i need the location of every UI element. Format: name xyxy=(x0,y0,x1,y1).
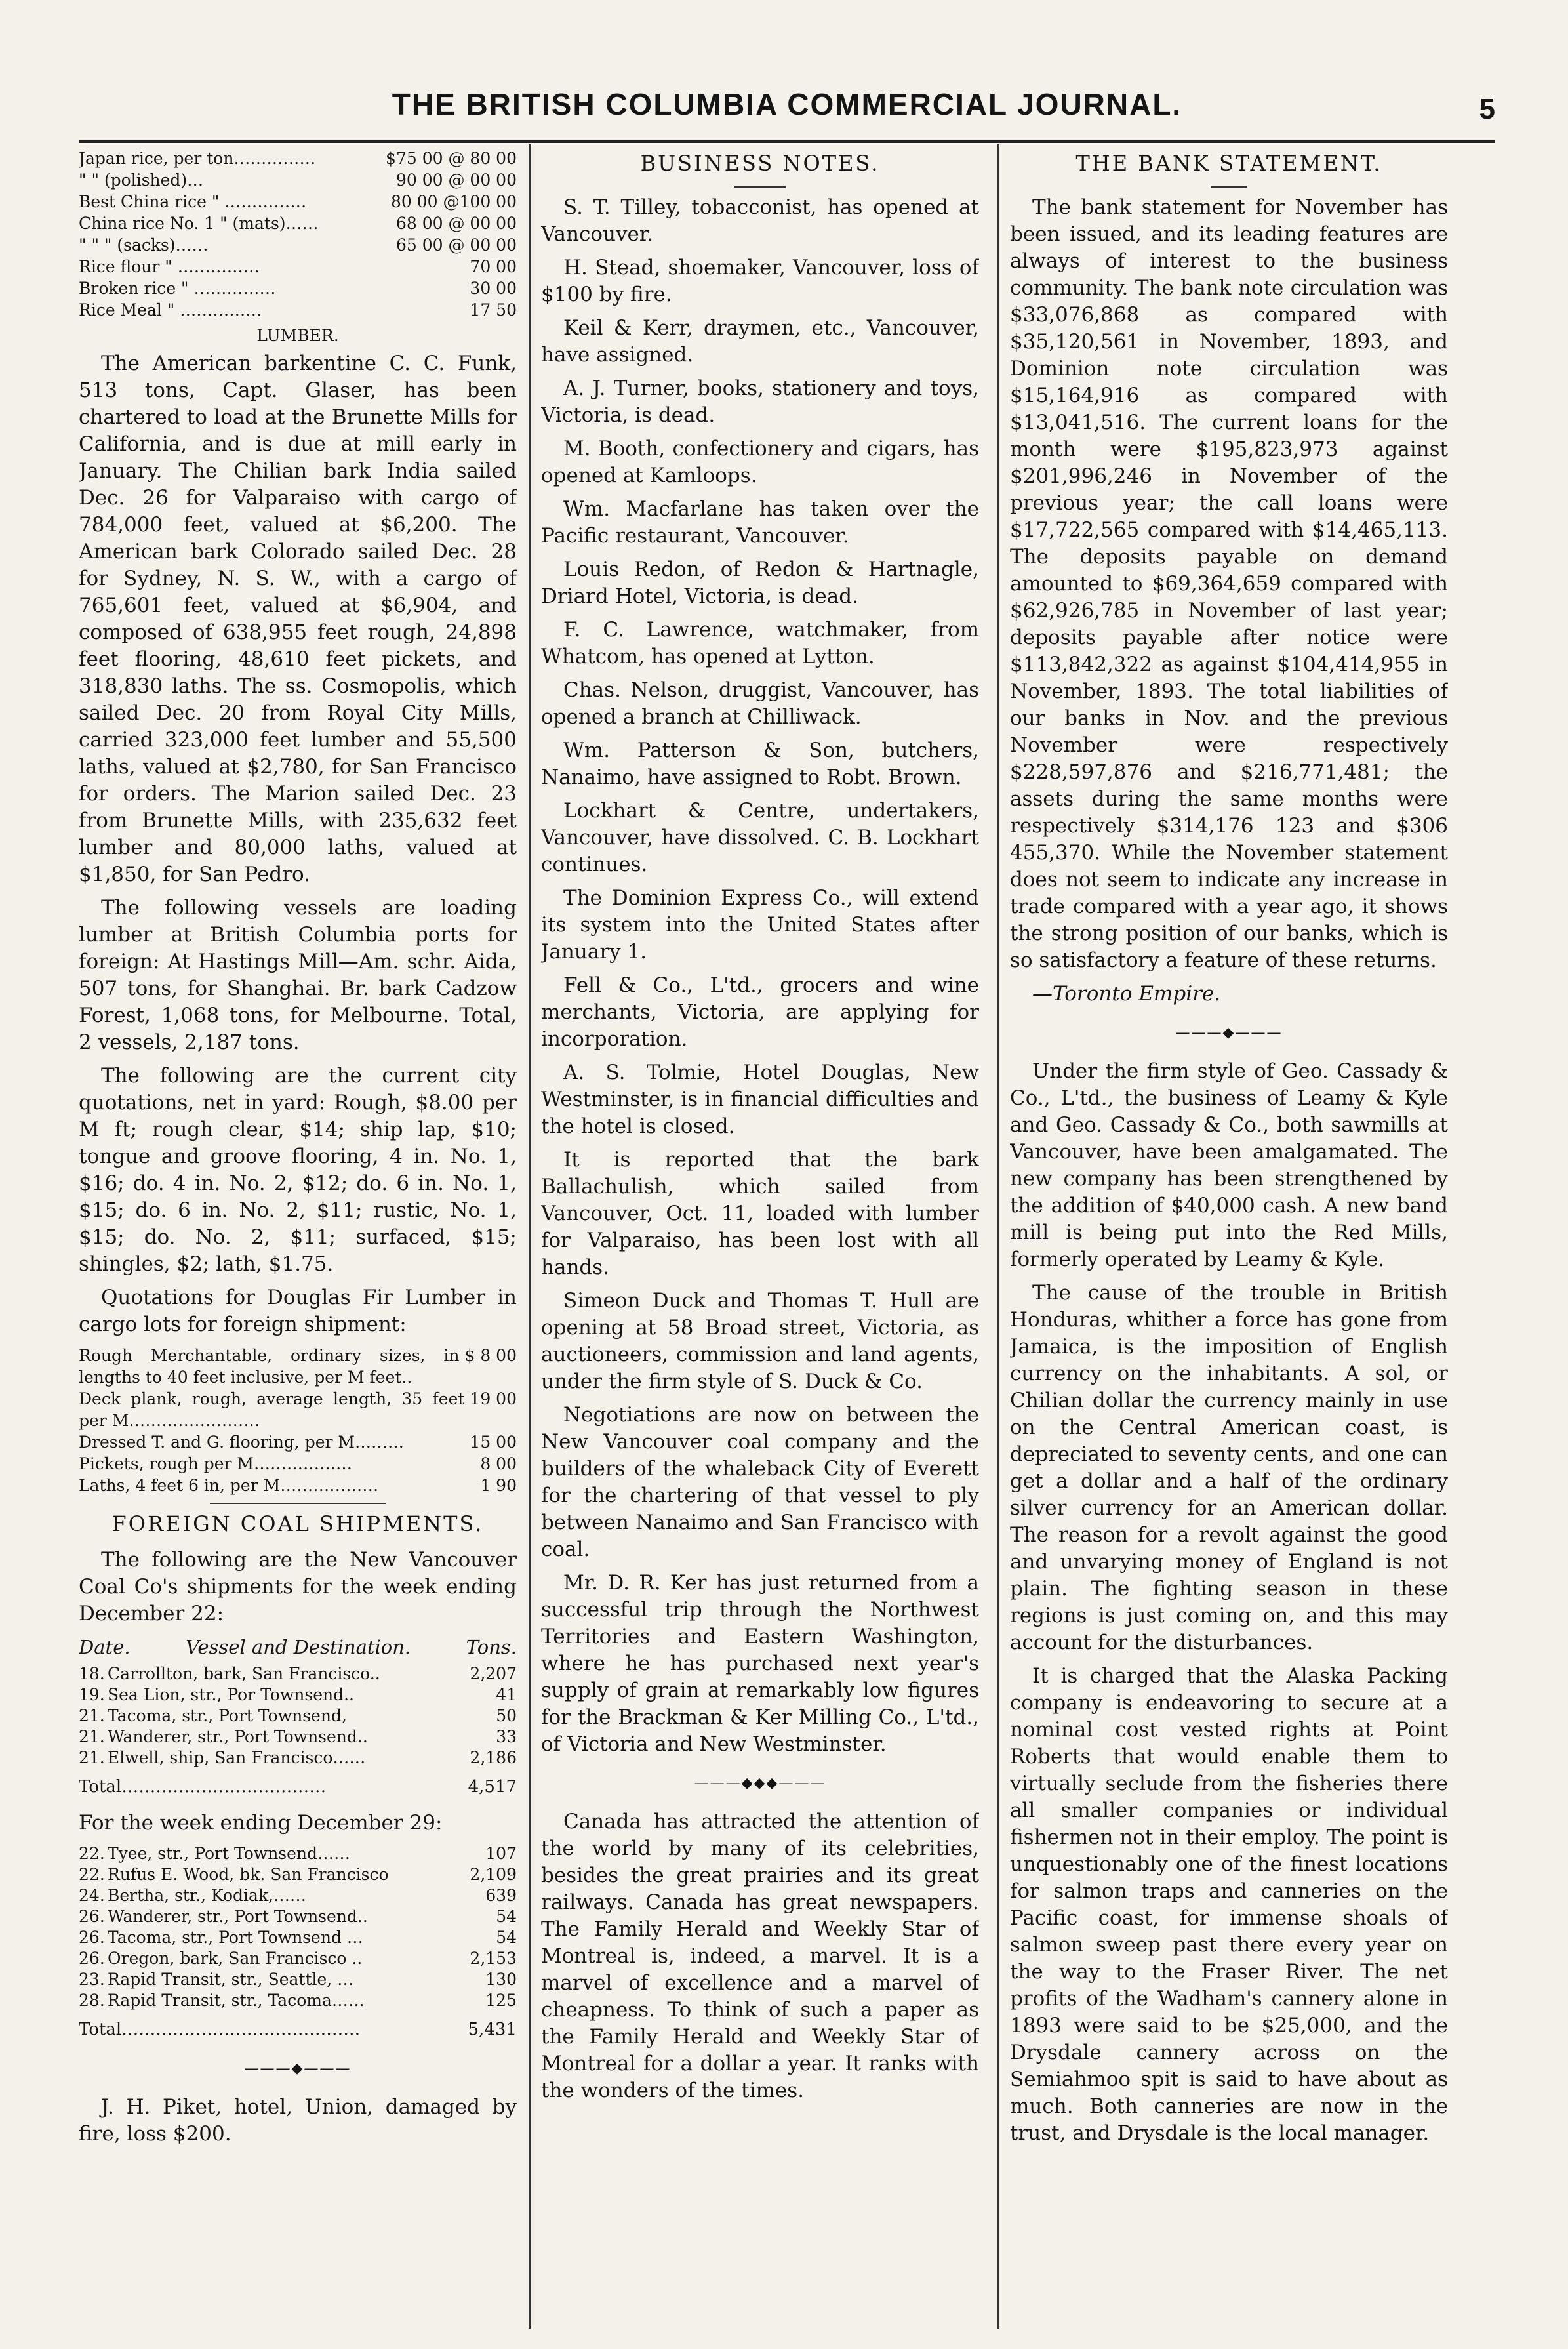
business-note: It is reported that the bark Ballachulish, which sailed from Vancouver, Oct. 11, loaded with lumber for Valparaiso, has been lost with all hands. xyxy=(541,1148,979,1279)
news-paragraph: It is charged that the Alaska Packing company is endeavoring to secure at a nominal cost vested rights at Point Roberts that would enable them to virtually seclude from the fisheries there all smaller companies or individual fishermen not in their employ. The point is unquestionably one of the finest locations for salmon traps and canneries on the Pacific coast, for immense shoals of salmon sweep past there every year on the way to the Fraser River. The net profits of the Wadham's cannery alone in 1893 were said to be $25,000, and the Drysdale cannery across on the Semiahmoo spit is said to have about as much. Both canneries are now in the trust, and Drysdale is the local manager. xyxy=(1010,1664,1448,2145)
table-row: 26. Tacoma, str., Port Townsend … 54 xyxy=(79,1928,517,1947)
bank-source: —Toronto Empire. xyxy=(1032,982,1221,1006)
business-notes-heading: BUSINESS NOTES. xyxy=(640,151,880,176)
coal-intro: The following are the New Vancouver Coal Co's shipments for the week ending December 22: xyxy=(79,1548,517,1625)
bank-paragraph: The bank statement for November has been issued, and its leading features are always of interest to the business community. The bank note circulation was $33,076,868 as compared with $35,120,561 in November, 1893, and Dominion note circulation was $15,164,916 as compared with $13,041,516. The current loans for the month were $195,823,973 against $201,996,246 in November of the previous year; the call loans were $17,722,565 compared with $14,465,113. The deposits payable on demand amounted to $69,364,659 compared with $62,926,785 in November of last year; deposits payable after notice were $113,842,322 as against $104,414,955 in November, 1893. The total liabilities of our banks in Nov. and the previous November were respectively $228,597,876 and $216,771,481; the assets during the same months were respectively $314,176 123 and $306 455,370. While the November statement does not seem to indicate any increase in trade compared with a year ago, it shows the strong position of our banks, which is so satisfactory a feature of these returns. xyxy=(1010,195,1448,972)
business-note: Wm. Macfarlane has taken over the Pacific restaurant, Vancouver. xyxy=(541,497,979,548)
business-note: Negotiations are now on between the New Vancouver coal company and the builders of the whaleback City of Everett for the chartering of that vessel to ply between Nanaimo and San Francisco with coal. xyxy=(541,1403,979,1561)
price-row: Deck plank, rough, average length, 35 feet per M…………………… 19 00 xyxy=(79,1389,517,1430)
page-number: 5 xyxy=(1479,93,1495,125)
lumber-paragraph: The following are the current city quotations, net in yard: Rough, $8.00 per M ft; rough clear, $14; ship lap, $10; tongue and groove flooring, 4 in. No. 1, $16; do. 4 in. No. 2, $12; do. 6 in. No. 1, $15; do. 6 in. No. 2, $11; rustic, No. 1, $15; do. No. 2, $11; surfaced, $15; shingles, $2; lath, $1.75. xyxy=(79,1064,517,1276)
column-3 xyxy=(1010,148,1448,2325)
coal-week2-table xyxy=(79,1843,517,2011)
price-row: " " " (sacks)…… 65 00 @ 00 00 xyxy=(79,235,517,255)
business-note: Louis Redon, of Redon & Hartnagle, Driard Hotel, Victoria, is dead. xyxy=(541,558,979,608)
price-row: Rice Meal " …………… 17 50 xyxy=(79,300,517,319)
coal-week1-table xyxy=(79,1664,517,1768)
news-paragraph: The cause of the trouble in British Honduras, whither a force has gone from Jamaica, is the imposition of English currency on the inhabitants. A sol, or Chilian dollar the currency mainly in use on the Central American coast, is depreciated to seventy cents, and one can get a dollar and a half of the ordinary silver currency for an American dollar. The reason for a revolt against the good and unvarying money of England is not plain. The fighting season in these regions is just coming on, and this may account for the disturbances. xyxy=(1010,1281,1448,1654)
column-divider xyxy=(529,144,531,2329)
coal-week2-total: Total…………………………………… 5,431 xyxy=(79,2020,517,2039)
rice-price-table xyxy=(79,148,517,321)
ornament-divider: ———◆——— xyxy=(244,2060,352,2077)
business-note: S. T. Tilley, tobacconist, has opened at Vancouver. xyxy=(541,195,979,246)
column-2 xyxy=(541,148,979,2325)
masthead-rule xyxy=(79,140,1495,143)
business-note: Mr. D. R. Ker has just returned from a successful trip through the Northwest Territories and Eastern Washington, where he has purchased next year's supply of grain at remarkably low figures for the Brackman & Ker Milling Co., L'td., of Victoria and New Westminster. xyxy=(541,1571,979,1756)
section-rule xyxy=(210,1503,385,1504)
news-item: J. H. Piket, hotel, Union, damaged by fire, loss $200. xyxy=(79,2095,517,2146)
price-row: Best China rice " …………… 80 00 @100 00 xyxy=(79,192,517,211)
masthead xyxy=(79,79,1495,138)
business-note: A. J. Turner, books, stationery and toys, Victoria, is dead. xyxy=(541,377,979,427)
price-row: Broken rice " …………… 30 00 xyxy=(79,279,517,298)
table-row: 18. Carrollton, bark, San Francisco.. 2,207 xyxy=(79,1664,517,1683)
lumber-heading: LUMBER. xyxy=(256,326,339,345)
heading-rule xyxy=(734,186,786,188)
ornament-divider: ———◆◆◆——— xyxy=(694,1775,826,1791)
coal-heading: FOREIGN COAL SHIPMENTS. xyxy=(111,1511,484,1536)
table-row: 21. Elwell, ship, San Francisco…… 2,186 xyxy=(79,1748,517,1767)
price-row: Pickets, rough per M……………… 8 00 xyxy=(79,1454,517,1473)
ornament-divider: ———◆——— xyxy=(1175,1025,1283,1041)
price-row: China rice No. 1 " (mats)…… 68 00 @ 00 00 xyxy=(79,214,517,233)
table-row: 22. Rufus E. Wood, bk. San Francisco 2,109 xyxy=(79,1865,517,1884)
business-note: Chas. Nelson, druggist, Vancouver, has opened a branch at Chilliwack. xyxy=(541,678,979,729)
price-row: Japan rice, per ton…………… $75 00 @ 80 00 xyxy=(79,149,517,168)
table-row: 26. Oregon, bark, San Francisco .. 2,153 xyxy=(79,1949,517,1968)
business-note: Keil & Kerr, draymen, etc., Vancouver, have assigned. xyxy=(541,316,979,367)
lumber-paragraph: The American barkentine C. C. Funk, 513 tons, Capt. Glaser, has been chartered to load at the Brunette Mills for California, and is due at mill early in January. The Chilian bark India sailed Dec. 26 for Valparaiso with cargo of 784,000 feet, valued at $6,200. The American bark Colorado sailed Dec. 28 for Sydney, N. S. W., with a cargo of 765,601 feet, valued at $6,904, and composed of 638,955 feet rough, 24,898 feet flooring, 48,610 feet pickets, and 318,830 laths. The ss. Cosmopolis, which sailed Dec. 20 from Royal City Mills, carried 323,000 feet lumber and 55,500 laths, valued at $2,780, for San Francisco for orders. The Marion sailed Dec. 23 from Brunette Mills, with 235,632 feet lumber and 80,000 laths, valued at $1,850, for San Pedro. xyxy=(79,352,517,886)
price-row: Rice flour " …………… 70 00 xyxy=(79,257,517,276)
business-note: M. Booth, confectionery and cigars, has opened at Kamloops. xyxy=(541,437,979,487)
table-row: 24. Bertha, str., Kodiak,…… 639 xyxy=(79,1886,517,1905)
price-row: Dressed T. and G. flooring, per M……… 15 00 xyxy=(79,1433,517,1452)
lumber-paragraph: Quotations for Douglas Fir Lumber in cargo lots for foreign shipment: xyxy=(79,1286,517,1336)
business-note: H. Stead, shoemaker, Vancouver, loss of $100 by fire. xyxy=(541,256,979,306)
coal-week1-total: Total……………………………… 4,517 xyxy=(79,1777,517,1797)
fir-price-table xyxy=(79,1345,517,1496)
business-note: Wm. Patterson & Son, butchers, Nanaimo, have assigned to Robt. Brown. xyxy=(541,739,979,789)
table-row: 19. Sea Lion, str., Por Townsend.. 41 xyxy=(79,1685,517,1704)
lumber-paragraph: The following vessels are loading lumber at British Columbia ports for foreign: At Hastings Mill—Am. schr. Aida, 507 tons, for Shanghai. Br. bark Cadzow Forest, 1,068 tons, for Melbourne. Total, 2 vessels, 2,187 tons. xyxy=(79,896,517,1054)
table-row: 28. Rapid Transit, str., Tacoma…… 125 xyxy=(79,1991,517,2010)
business-note: A. S. Tolmie, Hotel Douglas, New Westminster, is in financial difficulties and the hotel is closed. xyxy=(541,1061,979,1138)
table-row: 21. Wanderer, str., Port Townsend.. 33 xyxy=(79,1727,517,1746)
journal-title: THE BRITISH COLUMBIA COMMERCIAL JOURNAL. xyxy=(392,87,1182,121)
business-note: The Dominion Express Co., will extend its system into the United States after January 1. xyxy=(541,886,979,964)
price-row: " " (polished)… 90 00 @ 00 00 xyxy=(79,171,517,190)
table-row: 21. Tacoma, str., Port Townsend, 50 xyxy=(79,1706,517,1725)
bank-statement-heading: THE BANK STATEMENT. xyxy=(1075,151,1382,176)
business-note: Fell & Co., L'td., grocers and wine merchants, Victoria, are applying for incorporation. xyxy=(541,973,979,1051)
business-note: F. C. Lawrence, watchmaker, from Whatcom, has opened at Lytton. xyxy=(541,618,979,668)
heading-rule xyxy=(1211,186,1246,188)
price-row: Laths, 4 feet 6 in, per M……………… 1 90 xyxy=(79,1476,517,1495)
canada-paragraph: Canada has attracted the attention of the world by many of its celebrities, besides the great prairies and its great railways. Canada has great newspapers. The Family Herald and Weekly Star of Montreal is, indeed, a marvel. It is a marvel of excellence and a marvel of cheapness. To think of such a paper as the Family Herald and Weekly Star of Montreal for a dollar a year. It ranks with the wonders of the times. xyxy=(541,1810,979,2102)
table-row: 26. Wanderer, str., Port Townsend.. 54 xyxy=(79,1907,517,1926)
column-divider xyxy=(997,144,999,2329)
coal-week2-intro: For the week ending December 29: xyxy=(79,1811,443,1835)
business-note: Lockhart & Centre, undertakers, Vancouver, have dissolved. C. B. Lockhart continues. xyxy=(541,799,979,876)
coal-table-header: Date. Vessel and Destination. Tons. xyxy=(79,1636,517,1658)
column-1 xyxy=(79,148,517,2325)
news-paragraph: Under the firm style of Geo. Cassady & Co., L'td., the business of Leamy & Kyle and Geo. Cassady & Co., both sawmills at Vancouver, have been amalgamated. The new company has been strengthened by the addition of $40,000 cash. A new band mill is being put into the Red Mills, formerly operated by Leamy & Kyle. xyxy=(1010,1059,1448,1271)
table-row: 23. Rapid Transit, str., Seattle, … 130 xyxy=(79,1970,517,1989)
business-note: Simeon Duck and Thomas T. Hull are opening at 58 Broad street, Victoria, as auctioneers, commission and land agents, under the firm style of S. Duck & Co. xyxy=(541,1289,979,1393)
price-row: Rough Merchantable, ordinary sizes, in lengths to 40 feet inclusive, per M feet.. $ 8 00 xyxy=(79,1346,517,1387)
table-row: 22. Tyee, str., Port Townsend…… 107 xyxy=(79,1844,517,1863)
